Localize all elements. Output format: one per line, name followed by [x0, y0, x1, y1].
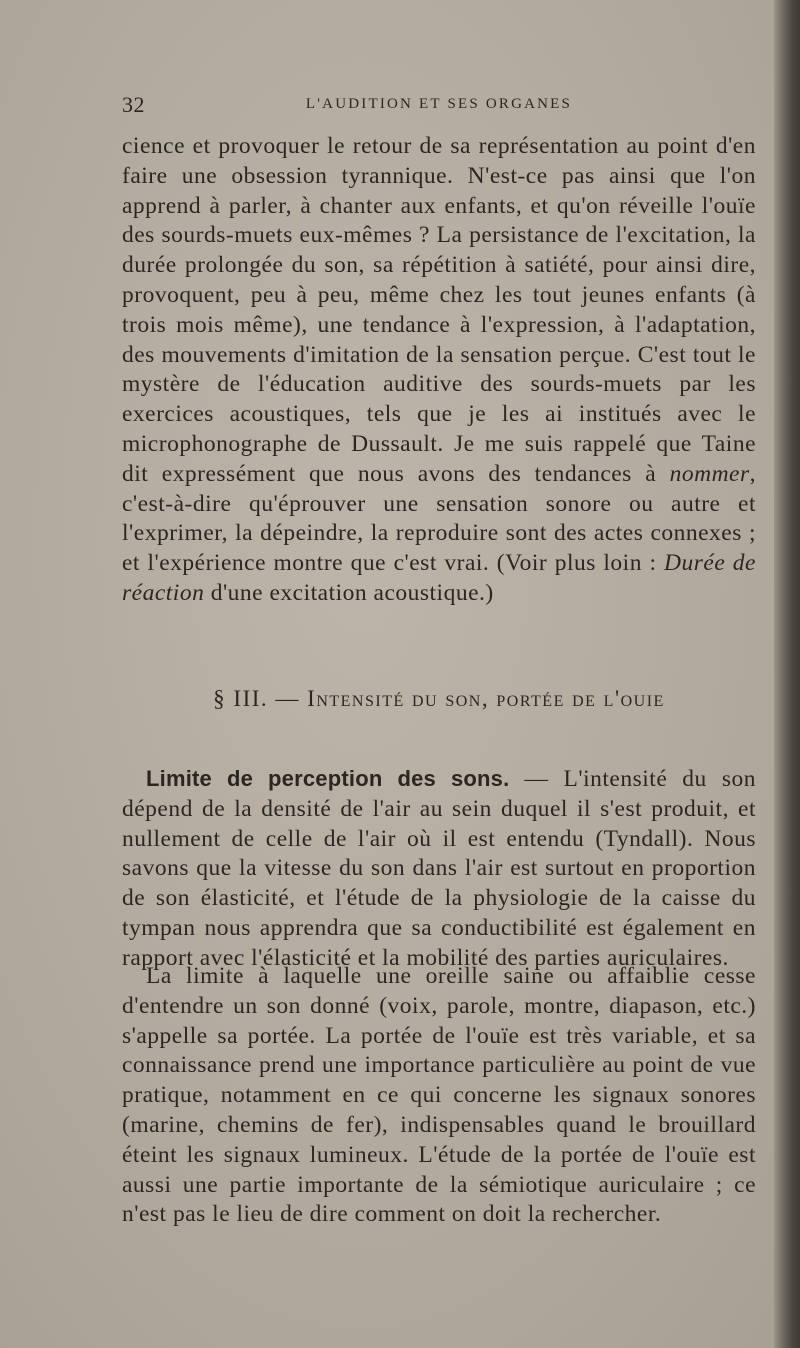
- page-edge-shadow: [774, 0, 800, 1348]
- section-marker: § III. —: [213, 686, 308, 711]
- running-head: L'AUDITION ET SES ORGANES: [305, 96, 573, 112]
- section-title-text: Intensité du son, portée de l'ouie: [307, 686, 665, 711]
- paragraph-1: [122, 132, 756, 609]
- emphasis-nommer: nommer: [669, 460, 750, 487]
- paragraph-2-text: — L'intensité du son dépend de la densité de l'air au sein duquel il s'est produit, et nullement de celle de l'air où il est entendu (Tyndall). Nous savons que la vitesse du son dans l'air est surtout en proportion de son élasticité, et l'étude de la physiologie de la caisse du tympan nous apprendra que sa conductibilité est également en rapport avec l'élasticité et la mobilité des parties auriculaires.: [122, 766, 756, 971]
- paragraph-3-text: La limite à laquelle une oreille saine ou affaiblie cesse d'entendre un son donné (voix, parole, montre, diapason, etc.) s'appelle sa portée. La portée de l'ouïe est très variable, et sa connaissance prend une importance particulière au point de vue pratique, notamment en ce qui concerne les signaux sonores (marine, chemins de fer), indispensables quand le brouillard éteint les signaux lumineux. L'étude de la portée de l'ouïe est aussi une partie importante de la sémiotique auriculaire ; ce n'est pas le lieu de dire comment on doit la rechercher.: [122, 963, 756, 1228]
- emphasis-duree-de-reaction: Durée de réaction: [122, 550, 756, 606]
- page-number: 32: [122, 92, 145, 117]
- section-heading: [122, 686, 756, 712]
- paragraph-1-text-a: cience et provoquer le retour de sa représentation au point d'en faire une obsession tyrannique. N'est-ce pas ainsi que l'on apprend à parler, à chanter aux enfants, et qu'on réveille l'ouïe des sourds-muets eux-mêmes ? La persistance de l'excitation, la durée prolongée du son, sa répétition à satiété, pour ainsi dire, provoquent, peu à peu, même chez les tout jeunes enfants (à trois mois même), une tendance à l'expression, à l'adaptation, des mouvements d'imitation de la sensation perçue. C'est tout le mystère de l'éducation auditive des sourds-muets par les exercices acoustiques, tels que je les ai institués avec le microphonographe de Dussault. Je me suis rappelé que Taine dit expressément que nous avons des tendances à: [122, 133, 756, 487]
- paragraph-2-lead: Limite de perception des sons.: [146, 766, 510, 791]
- paragraph-2: [122, 764, 756, 974]
- paragraph-1-text-c: d'une excitation acoustique.): [204, 579, 494, 606]
- page-header: [122, 92, 756, 118]
- paragraph-3: [122, 962, 756, 1230]
- paragraph-1-text-b: , c'est-à-dire qu'éprouver une sensation sonore ou autre et l'exprimer, la dépeindre, la reproduire sont des actes connexes ; et l'expérience montre que c'est vrai. (Voir plus loin :: [122, 460, 756, 577]
